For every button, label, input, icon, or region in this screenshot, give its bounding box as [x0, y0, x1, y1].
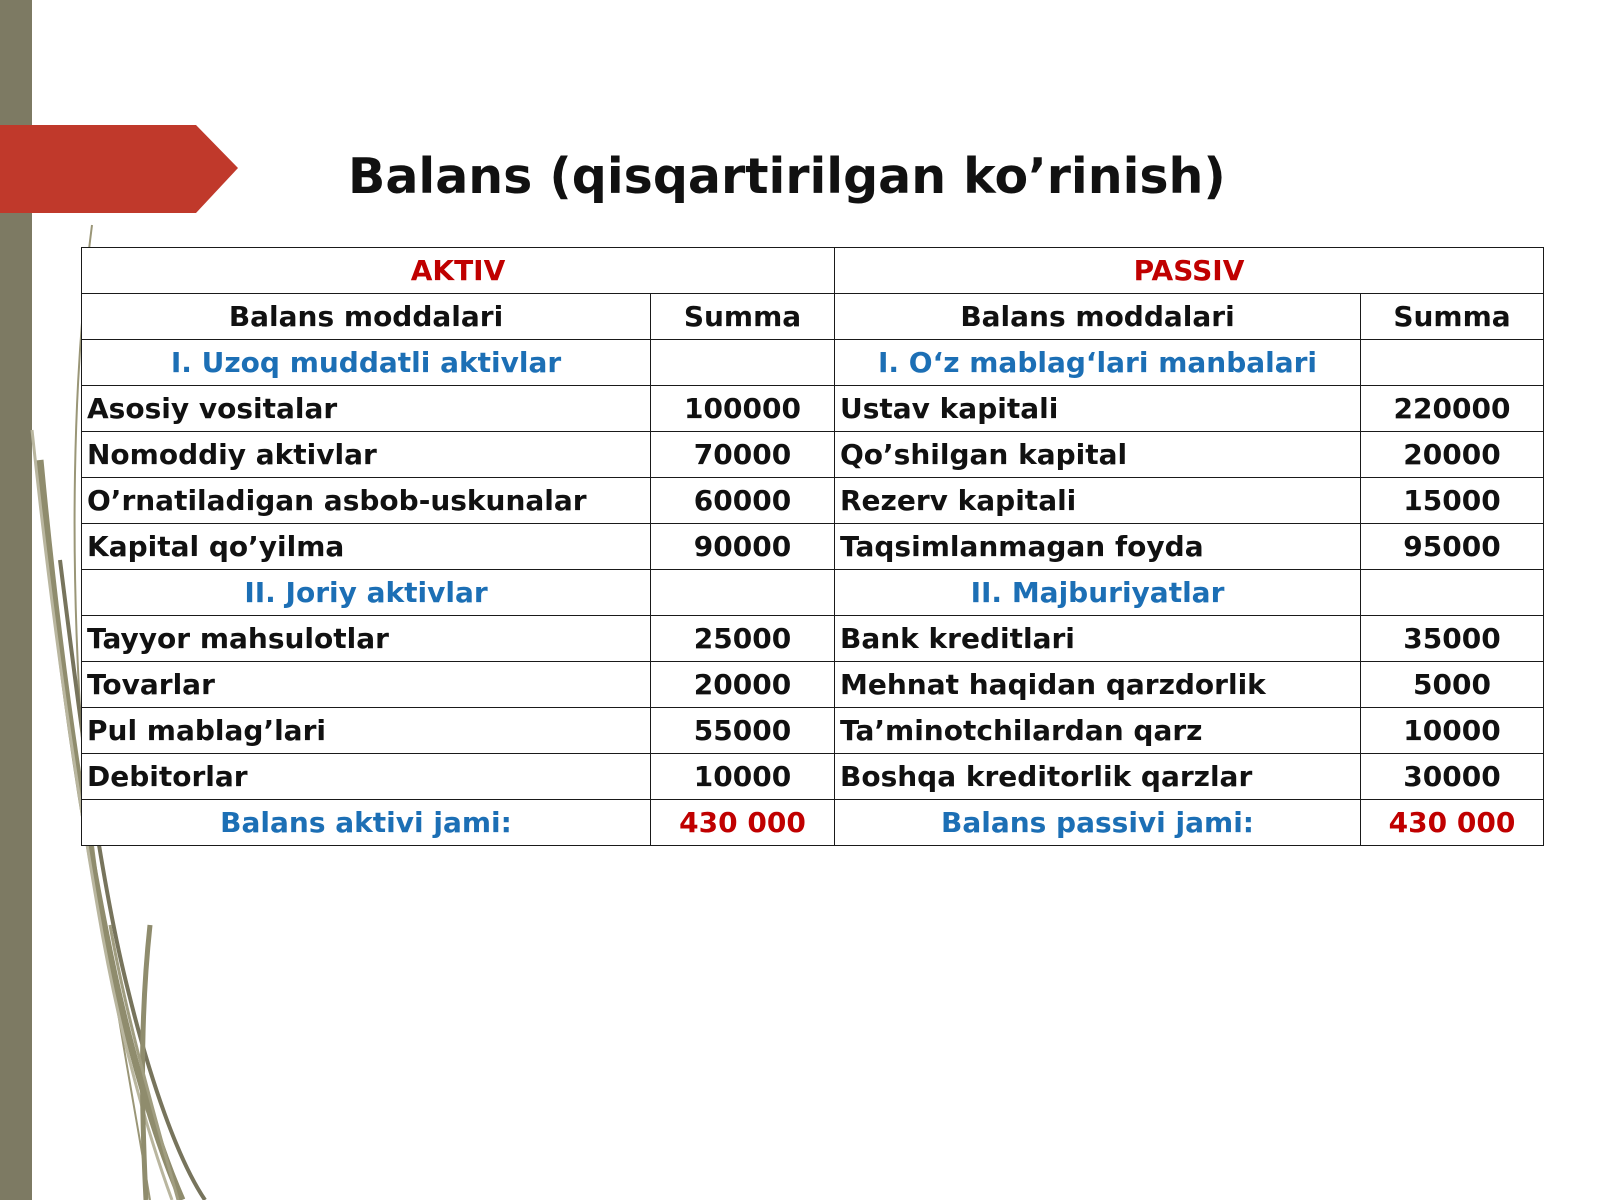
passiv-item: Qo’shilgan kapital	[835, 432, 1361, 478]
empty-cell	[651, 340, 835, 386]
balance-sheet-table	[81, 247, 1544, 846]
aktiv-amount: 90000	[651, 524, 835, 570]
passiv-total-label: Balans passivi jami:	[835, 800, 1361, 846]
slide-title: Balans (qisqartirilgan ko’rinish)	[348, 148, 1226, 205]
passiv-amount: 10000	[1361, 708, 1544, 754]
aktiv-amount: 20000	[651, 662, 835, 708]
aktiv-item: Pul mablag’lari	[82, 708, 651, 754]
passiv-item: Rezerv kapitali	[835, 478, 1361, 524]
aktiv-items-header: Balans moddalari	[82, 294, 651, 340]
aktiv-amount: 70000	[651, 432, 835, 478]
passiv-item: Ustav kapitali	[835, 386, 1361, 432]
passiv-section-title: II. Majburiyatlar	[835, 570, 1361, 616]
passiv-amount: 30000	[1361, 754, 1544, 800]
passiv-heading: PASSIV	[835, 248, 1544, 294]
passiv-item: Mehnat haqidan qarzdorlik	[835, 662, 1361, 708]
passiv-sum-header: Summa	[1361, 294, 1544, 340]
aktiv-item: Tovarlar	[82, 662, 651, 708]
empty-cell	[1361, 570, 1544, 616]
passiv-amount: 35000	[1361, 616, 1544, 662]
total-row	[82, 800, 1544, 846]
table-row	[82, 662, 1544, 708]
side-heading-row	[82, 248, 1544, 294]
empty-cell	[1361, 340, 1544, 386]
passiv-total-amount: 430 000	[1361, 800, 1544, 846]
table-row	[82, 754, 1544, 800]
passiv-amount: 5000	[1361, 662, 1544, 708]
aktiv-total-label: Balans aktivi jami:	[82, 800, 651, 846]
aktiv-amount: 100000	[651, 386, 835, 432]
section-row	[82, 340, 1544, 386]
table-row	[82, 386, 1544, 432]
aktiv-item: Asosiy vositalar	[82, 386, 651, 432]
passiv-amount: 20000	[1361, 432, 1544, 478]
passiv-item: Taqsimlanmagan foyda	[835, 524, 1361, 570]
table-row	[82, 524, 1544, 570]
aktiv-amount: 10000	[651, 754, 835, 800]
empty-cell	[651, 570, 835, 616]
passiv-section-title: I. O‘z mablag‘lari manbalari	[835, 340, 1361, 386]
passiv-items-header: Balans moddalari	[835, 294, 1361, 340]
table-row	[82, 432, 1544, 478]
aktiv-total-amount: 430 000	[651, 800, 835, 846]
aktiv-item: Debitorlar	[82, 754, 651, 800]
aktiv-item: Nomoddiy aktivlar	[82, 432, 651, 478]
passiv-item: Ta’minotchilardan qarz	[835, 708, 1361, 754]
passiv-amount: 15000	[1361, 478, 1544, 524]
red-arrow-tab	[0, 125, 238, 213]
aktiv-item: O’rnatiladigan asbob-uskunalar	[82, 478, 651, 524]
passiv-amount: 220000	[1361, 386, 1544, 432]
aktiv-item: Kapital qo’yilma	[82, 524, 651, 570]
table-row	[82, 708, 1544, 754]
aktiv-item: Tayyor mahsulotlar	[82, 616, 651, 662]
passiv-item: Boshqa kreditorlik qarzlar	[835, 754, 1361, 800]
passiv-amount: 95000	[1361, 524, 1544, 570]
passiv-item: Bank kreditlari	[835, 616, 1361, 662]
aktiv-section-title: II. Joriy aktivlar	[82, 570, 651, 616]
section-row	[82, 570, 1544, 616]
aktiv-amount: 25000	[651, 616, 835, 662]
aktiv-amount: 55000	[651, 708, 835, 754]
column-header-row	[82, 294, 1544, 340]
aktiv-sum-header: Summa	[651, 294, 835, 340]
aktiv-heading: AKTIV	[82, 248, 835, 294]
aktiv-amount: 60000	[651, 478, 835, 524]
table-row	[82, 478, 1544, 524]
table-row	[82, 616, 1544, 662]
aktiv-section-title: I. Uzoq muddatli aktivlar	[82, 340, 651, 386]
